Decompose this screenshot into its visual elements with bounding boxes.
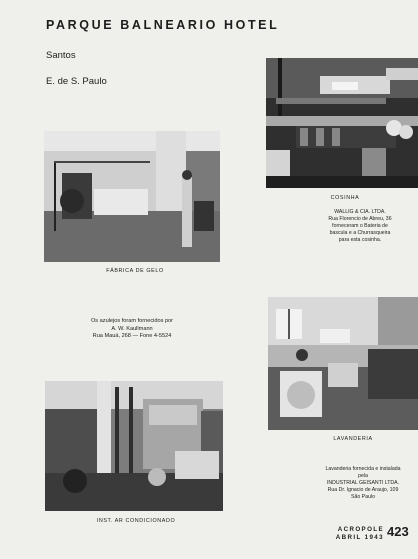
kitchen-photo <box>266 58 418 188</box>
kitchen-credit-line: WALLIG & CIA. LTDA. <box>334 209 386 215</box>
tiles-credit-line: A. W. Kaullmann <box>111 325 153 332</box>
ice-factory-photo <box>44 131 220 262</box>
laundry-credit-line: INDUSTRIAL GEISANTI LTDA. <box>326 480 400 487</box>
kitchen-credit-line: Rua Florencio de Abreu, 36 <box>328 216 392 223</box>
laundry-credit-line: pela <box>358 473 368 480</box>
issue-date: ABRIL 1943 <box>335 533 384 541</box>
kitchen-credit-line: para esta cosinha. <box>338 237 382 244</box>
tiles-credit-line: Rua Mauá, 268 — Fone 4-5524 <box>92 333 172 340</box>
kitchen-credit <box>328 209 392 244</box>
laundry-credit-line: São Paulo <box>351 494 375 501</box>
kitchen-caption: COSINHA <box>330 195 360 201</box>
air-conditioning-caption: INST. AR CONDICIONADO <box>96 518 176 524</box>
page-number: 423 <box>387 524 409 539</box>
laundry-caption: LAVANDERIA <box>333 436 373 442</box>
laundry-photo <box>268 297 418 430</box>
laundry-credit-line: Lavanderia fornecida e instalada <box>325 466 401 472</box>
city-subtitle: Santos <box>46 50 76 61</box>
magazine-name: ACROPOLE <box>337 526 384 533</box>
laundry-credit-line: Rua Dr. Ignacio de Araujo, 109 <box>327 487 399 494</box>
page-title: PARQUE BALNEARIO HOTEL <box>46 18 280 32</box>
magazine-info <box>336 526 384 542</box>
tiles-credit-line: Os azulejos foram fornecidos por <box>90 318 174 324</box>
state-subtitle: E. de S. Paulo <box>46 76 107 87</box>
ice-factory-caption: FÁBRICA DE GELO <box>106 268 164 274</box>
laundry-credit <box>323 466 403 501</box>
air-conditioning-photo <box>45 381 223 511</box>
kitchen-credit-line: forneceram o Bateria de <box>332 223 388 230</box>
kitchen-credit-line: bascula e a Churrasqueira <box>329 230 391 237</box>
tiles-credit <box>72 318 192 341</box>
